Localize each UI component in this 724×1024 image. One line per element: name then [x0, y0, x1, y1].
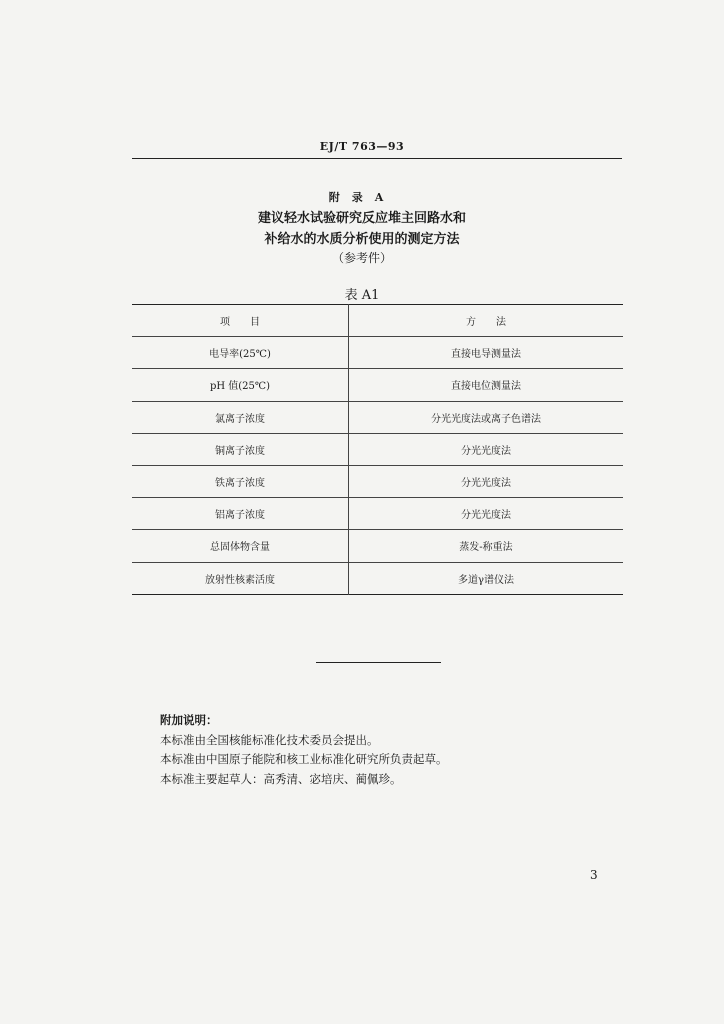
item-cell: 电导率(25℃): [132, 337, 349, 369]
method-cell: 分光光度法: [349, 498, 624, 530]
header-method: 方 法: [349, 305, 624, 337]
annex-label: 附录A: [328, 191, 396, 204]
item-cell: 铜离子浓度: [132, 433, 349, 465]
method-cell: 直接电位测量法: [349, 369, 624, 401]
note-line: 本标准由全国核能标准化技术委员会提出。: [160, 732, 379, 747]
method-cell: 直接电导测量法: [349, 337, 624, 369]
standard-code: EJ/T 763—93: [319, 140, 405, 153]
table-row: [132, 337, 623, 369]
header-item: 项 目: [132, 305, 349, 337]
table-row: [132, 433, 623, 465]
table-row: [132, 562, 623, 594]
annex-title-line-2: 补给水的水质分析使用的测定方法: [264, 232, 460, 247]
additional-notes: [160, 711, 600, 789]
method-cell: 多道γ谱仪法: [458, 574, 514, 586]
end-rule: [316, 662, 441, 663]
annex-subtitle: （参考件）: [331, 251, 392, 265]
item-cell: 铝离子浓度: [132, 498, 349, 530]
page-number: 3: [590, 868, 598, 882]
table-header-row: [132, 305, 623, 337]
note-line: 本标准由中国原子能院和核工业标准化研究所负责起草。: [160, 752, 448, 766]
item-cell: 放射性核素活度: [132, 562, 349, 594]
table-row: [132, 498, 623, 530]
table-row: [132, 465, 623, 497]
table-row: [132, 369, 623, 401]
item-cell: 总固体物含量: [132, 530, 349, 562]
table-row: [132, 401, 623, 433]
methods-table: [132, 304, 623, 595]
table-caption: 表 A1: [344, 288, 380, 303]
method-cell: 分光光度法: [349, 433, 624, 465]
method-cell: 分光光度法: [349, 465, 624, 497]
method-cell: 蒸发-称重法: [349, 530, 624, 562]
method-cell: 分光光度法或离子色谱法: [349, 401, 624, 433]
annex-title-line-1: 建议轻水试验研究反应堆主回路水和: [257, 211, 466, 226]
item-cell: 铁离子浓度: [132, 465, 349, 497]
item-cell: 氯离子浓度: [132, 401, 349, 433]
table-row: [132, 530, 623, 562]
header-rule: [132, 158, 622, 159]
notes-heading: 附加说明：: [160, 713, 218, 727]
item-cell: pH 值(25℃): [132, 369, 349, 401]
note-line: 本标准主要起草人：高秀清、宓培庆、蔺佩珍。: [160, 771, 402, 786]
